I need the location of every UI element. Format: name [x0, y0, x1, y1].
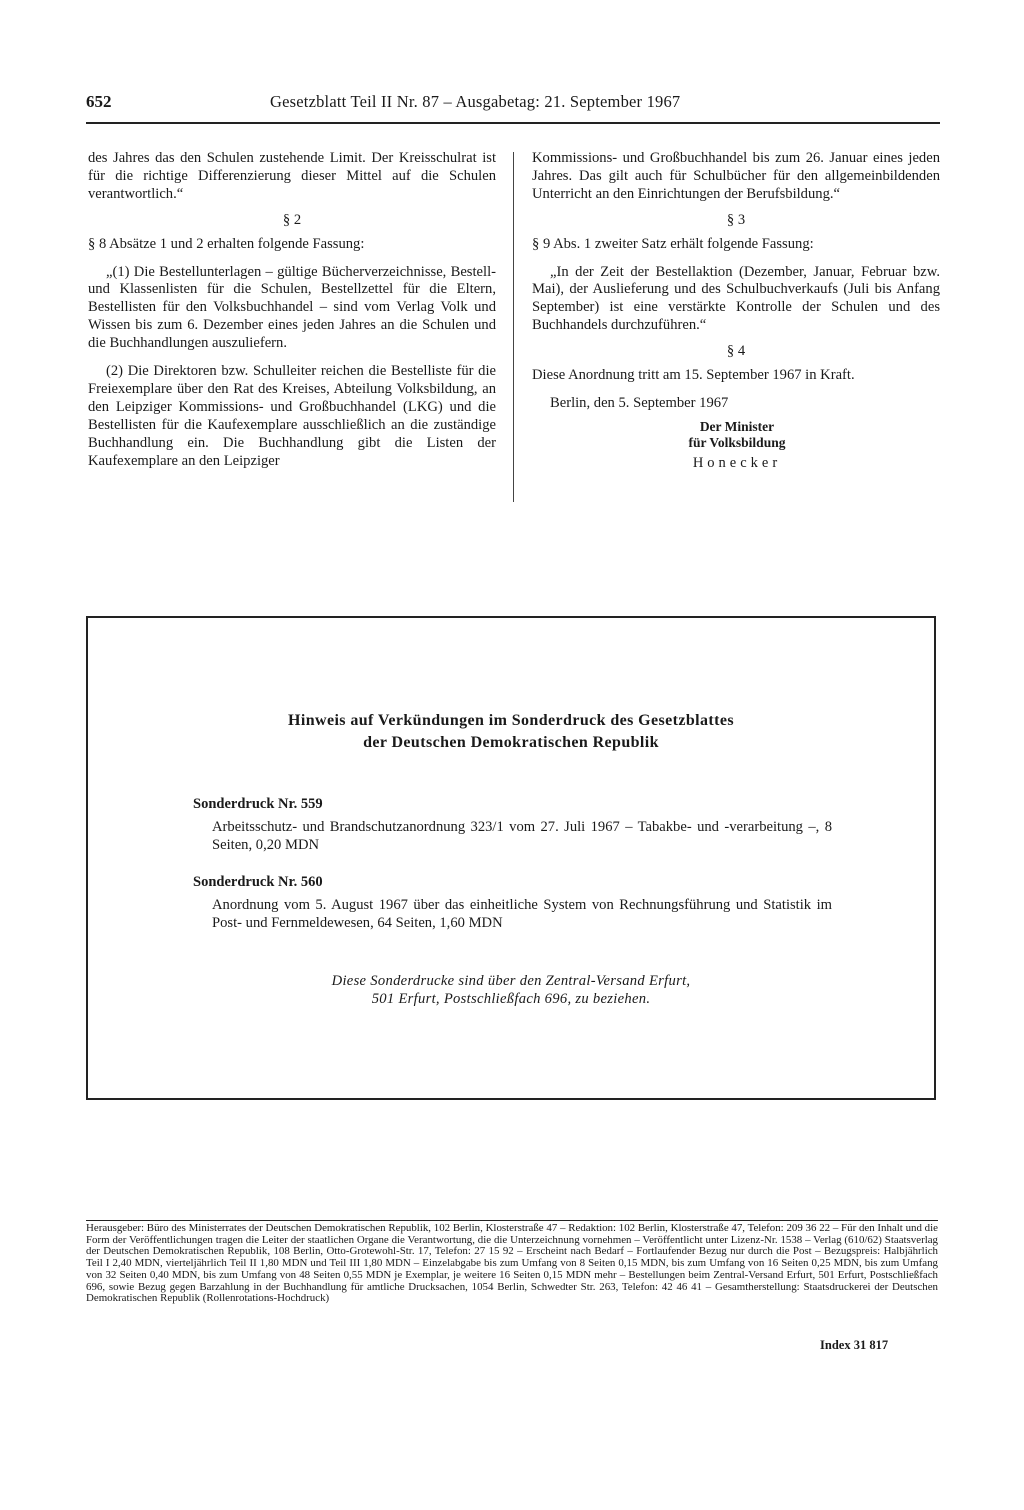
left-paragraph-3: „(1) Die Bestellunterlagen – gültige Bücherverzeichnisse, Bestell- und Klassenlisten für die Schulen, Bestellzettel für die Eltern, Bestellisten für den Volksbuchhandel – sind vom Verlag Volk und Wissen bis zum 6. Dezember eines jeden Jahres an die Schulen und die Buchhandlungen auszuliefern.	[88, 263, 496, 352]
notice-title	[88, 710, 934, 754]
left-paragraph-2: § 8 Absätze 1 und 2 erhalten folgende Fassung:	[88, 235, 365, 252]
notice-title-line-2: der Deutschen Demokratischen Republik	[363, 734, 659, 751]
sonderdruck-notice-box	[86, 616, 936, 1100]
running-title: Gesetzblatt Teil II Nr. 87 – Ausgabetag: 21. September 1967	[270, 92, 681, 111]
index-number: Index 31 817	[820, 1338, 889, 1352]
signature-title: Der Minister	[699, 418, 775, 434]
left-paragraph-1: des Jahres das den Schulen zustehende Limit. Der Kreisschulrat ist für die richtige Differenzierung dieser Mittel auf die Schulen verantwortlich.“	[88, 150, 496, 202]
notice-title-line-1: Hinweis auf Verkündungen im Sonderdruck des Gesetzblattes	[288, 712, 734, 729]
left-column	[88, 150, 496, 471]
signature-ministry: für Volksbildung	[688, 434, 786, 450]
notice-footer-line-1: Diese Sonderdrucke sind über den Zentral-Versand Erfurt,	[331, 973, 691, 989]
sonderdruck-text-560: Anordnung vom 5. August 1967 über das einheitliche System von Rechnungsführung und Statistik im Post- und Fernmeldewesen, 64 Seiten, 1,60 MDN	[212, 897, 832, 931]
right-paragraph-1: Kommissions- und Großbuchhandel bis zum 26. Januar eines jeden Jahres. Das gilt auch für Schulbücher für den allgemeinbildenden Unterricht an den Einrichtungen der Berufsbildung.“	[532, 150, 940, 202]
section-heading-3: § 3	[726, 211, 746, 228]
sonderdruck-heading-560: Sonderdruck Nr. 560	[193, 874, 323, 890]
page-number: 652	[86, 92, 112, 111]
right-paragraph-2: § 9 Abs. 1 zweiter Satz erhält folgende Fassung:	[532, 235, 814, 252]
right-paragraph-3: „In der Zeit der Bestellaktion (Dezember, Januar, Februar bzw. Mai), der Auslieferung und des Schulbuchverkaufs (Juli bis Anfang September) ist eine verstärkte Kontrolle der Schulen und des Buchhandels durchzuführen.“	[532, 263, 940, 334]
right-paragraph-4: Diese Anordnung tritt am 15. September 1967 in Kraft.	[532, 367, 855, 384]
left-paragraph-4: (2) Die Direktoren bzw. Schulleiter reichen die Bestelliste für die Freiexemplare über den Rat des Kreises, Abteilung Volksbildung, an den Leipziger Kommissions- und Großbuchhandel (LKG) und die Bestellisten für die Kaufexemplare ausschließlich an die zuständige Buchhandlung ein. Die Buchhandlung gibt die Listen der Kaufexemplare an den Leipziger	[88, 363, 496, 469]
section-heading-4: § 4	[726, 343, 746, 360]
sonderdruck-heading-559: Sonderdruck Nr. 559	[193, 796, 323, 812]
sonderdruck-text-559: Arbeitsschutz- und Brandschutzanordnung 323/1 vom 27. Juli 1967 – Tabakbe- und -verarbeitung –, 8 Seiten, 0,20 MDN	[212, 819, 832, 853]
impressum-rule	[86, 1220, 938, 1221]
signature-name: Honecker	[692, 454, 782, 471]
section-heading-2: § 2	[282, 211, 302, 228]
notice-footer	[88, 972, 934, 1008]
signature-block	[642, 419, 832, 473]
right-column	[532, 150, 940, 473]
place-date: Berlin, den 5. September 1967	[550, 394, 729, 411]
impressum: Herausgeber: Büro des Ministerrates der Deutschen Demokratischen Republik, 102 Berlin, Klosterstraße 47 – Redaktion: 102 Berlin, Klosterstraße 47, Telefon: 209 36 22 – Für den Inhalt und die Form der Veröffentlichungen tragen die Leiter der staatlichen Organe die Verantwortung, die die Unterzeichnung vornehmen – Veröffentlicht unter Lizenz-Nr. 1538 – Verlag (610/62) Staatsverlag der Deutschen Demokratischen Republik, 108 Berlin, Otto-Grotewohl-Str. 17, Telefon: 27 15 92 – Erscheint nach Bedarf – Fortlaufender Bezug nur durch die Post – Bezugspreis: Halbjährlich Teil I 2,40 MDN, vierteljährlich Teil II 1,80 MDN und Teil III 1,80 MDN – Einzelabgabe bis zum Umfang von 8 Seiten 0,15 MDN, bis zum Umfang von 16 Seiten 0,25 MDN, bis zum Umfang von 32 Seiten 0,40 MDN, bis zum Umfang von 48 Seiten 0,55 MDN je Exemplar, je weitere 16 Seiten 0,15 MDN mehr – Bestellungen beim Zentral-Versand Erfurt, 501 Erfurt, Postschließfach 696, sowie Bezug gegen Barzahlung in der Buchhandlung für amtliche Drucksachen, 1054 Berlin, Schwedter Str. 263, Telefon: 42 46 41 – Gesamtherstellung: Staatsdruckerei der Deutschen Demokratischen Republik (Rollenrotations-Hochdruck)	[86, 1222, 938, 1305]
column-divider	[513, 152, 514, 502]
notice-footer-line-2: 501 Erfurt, Postschließfach 696, zu beziehen.	[371, 991, 651, 1007]
header-rule	[86, 122, 940, 124]
